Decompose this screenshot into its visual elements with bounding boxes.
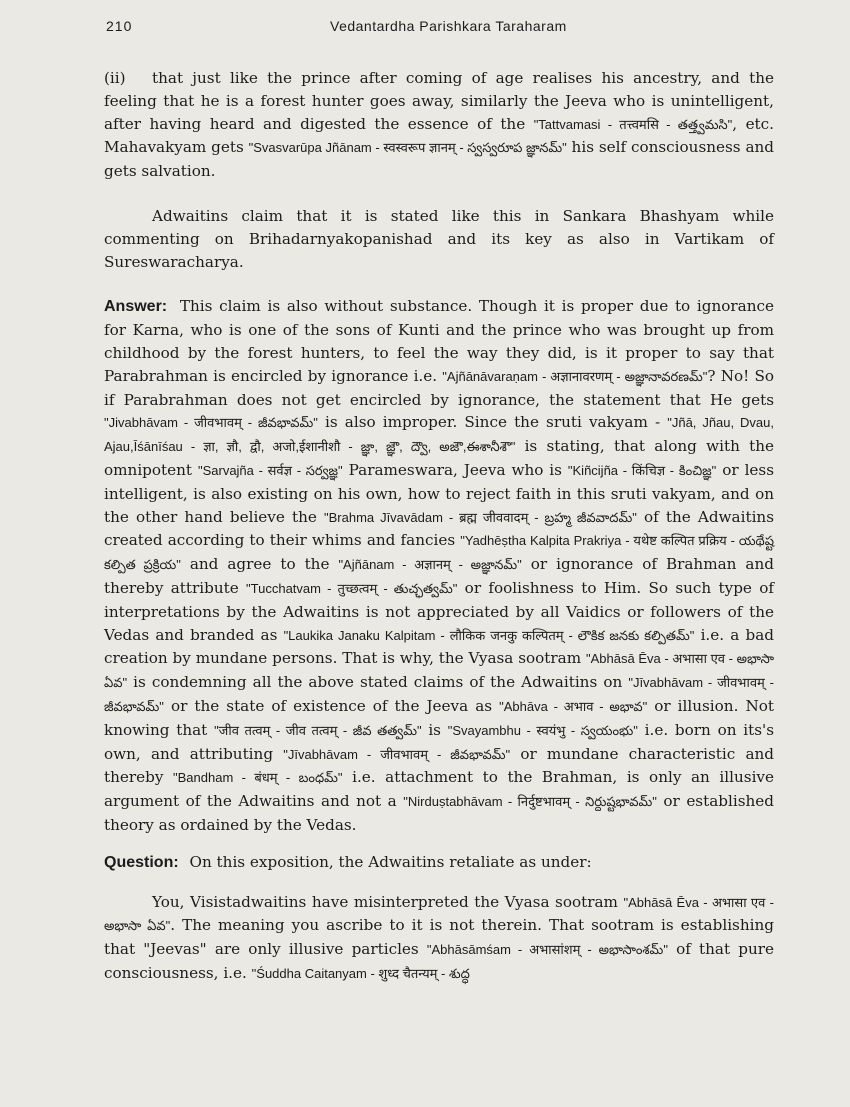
term-quote: "Ajñānāvaraṇam - अज्ञानावरणम् - అజ్ఞానావరణమ్" [442, 368, 708, 384]
term-quote: "Tucchatvam - तुच्छत्वम् - తుచ్ఛత్వమ్" [246, 580, 458, 596]
term-quote: "Yadhēṣtha Kalpita Prakriya - यथेष्ट कल्पित प्रक्रिय - యథేష్ట కల్పిత ప్రక్రియ" [104, 533, 774, 573]
term-quote: "Abhāsā Ēva - अभासा एव - అభాసా ఏవ" [104, 651, 774, 691]
page-body [104, 67, 774, 986]
page-number: 210 [106, 18, 133, 34]
page-header [0, 18, 850, 40]
term-quote: "Abhāsāmśam - अभासांशम् - అభాసాంశమ్" [426, 942, 668, 958]
text-run: or the state of existence of the Jeeva as [163, 696, 500, 715]
text-run: On this exposition, the Adwaitins retaliate as under: [189, 852, 592, 871]
text-run: . The meaning you ascribe to it is not therein. That sootram is establishing that "Jeevas" are only illusive particles [104, 916, 774, 959]
text-run: of the Adwaitins created according to their whims and fancies [104, 507, 774, 550]
term-quote: "Abhāsā Ēva - अभासा एव - అభాసా ఏవ" [104, 894, 774, 934]
paragraph-you [104, 891, 774, 986]
term-quote: "Jīvabhāvam - जीवभावम् - జీవభావమ్" [283, 746, 511, 762]
text-run: This claim is also without substance. Though it is proper due to ignorance for Karna, who is one of the sons of Kunti and the prince who was brought up from childhood by the forest hunters, to feel the way they did, is it proper to say that Parabrahman is encircled by ignorance i.e. [104, 297, 774, 385]
text-run: his self consciousness and gets salvation. [104, 138, 775, 181]
term-quote: "Jīvabhāvam - जीवभावम् - జీవభావమ్" [104, 675, 774, 714]
running-title: Vedantardha Parishkara Taraharam [330, 18, 567, 34]
term-quote: "Śuddha Caitanyam - शुध्द चैतन्यम् - శుద్ధ [251, 965, 470, 981]
question-heading: Question: [104, 853, 179, 871]
term-svasvarupa-jnanam: "Svasvarūpa Jñānam - स्वस्वरूप ज्ञानम् - స్వస్వరూప జ్ఞానమ్" [248, 140, 567, 156]
text-run: Parameswara, Jeeva who is [342, 460, 568, 479]
text-run: or mundane characteristic and thereby [104, 744, 775, 787]
paragraph-question [104, 851, 774, 875]
text-run: or ignorance of Brahman and thereby attribute [104, 555, 774, 597]
term-quote: "Kiñcijña - किंचिज्ञ - కించిజ్ఞ" [567, 462, 717, 478]
text-run: or foolishness to Him. So such type of interpretations by the Adwaitins is not appreciated by all Vaidics or followers of the Vedas and branded as [104, 578, 774, 644]
text-run: i.e. born on its's own, and attributing [104, 720, 774, 763]
text-run: or illusion. Not knowing that [104, 696, 774, 739]
text-run: i.e. attachment to the Brahman, is only an illusive argument of the Adwaitins and not a [104, 768, 774, 811]
paragraph-answer [104, 295, 774, 836]
term-quote: "Nirduṣtabhāvam - निर्दुष्टभावम् - నిర్దుష్టభావమ్" [403, 794, 657, 810]
paragraph-ii [104, 67, 774, 183]
text-run: of that pure consciousness, i.e. [104, 940, 774, 982]
text-run: You, Visistadwaitins have misinterpreted the Vyasa sootram [152, 892, 624, 911]
text-run: , etc. Mahavakyam gets [104, 114, 774, 157]
text-run: and agree to the [180, 555, 339, 574]
text-run: i.e. a bad creation by mundane persons. That is why, the Vyasa sootram [104, 625, 775, 668]
term-quote: "Abhāva - अभाव - అభావ" [499, 698, 648, 714]
text-run: or less intelligent, is also existing on his own, how to reject faith in this sruti vakyam, and on the other hand believe the [104, 460, 775, 526]
term-quote: "Laukika Janaku Kalpitam - लौकिक जनकु कल्पितम् - లౌకిక జనకు కల్పితమ్" [283, 627, 695, 643]
term-quote: "Bandham - बंधम् - బంధమ్" [173, 770, 343, 786]
text-run: is [421, 720, 448, 739]
term-quote: "Jivabhāvam - जीवभावम् - జీవభావమ్" [104, 415, 318, 431]
term-tattvamasi: "Tattvamasi - तत्त्वमसि - తత్త్వమసి" [533, 116, 733, 132]
text-run: that just like the prince after coming of age realises his ancestry, and the feeling that he is a forest hunter goes away, similarly the Jeeva who is unintelligent, after having heard and digested the essence of the [104, 69, 774, 133]
paragraph-adwaitins-claim: Adwaitins claim that it is stated like this in Sankara Bhashyam while commenting on Brihadarnyakopanishad and its key as also in Vartikam of Sureswaracharya. [104, 206, 774, 271]
term-quote: "Brahma Jīvavādam - ब्रह्म जीववादम् - బ్రహ్మ జీవవాదమ్" [324, 509, 637, 525]
text-run: ? No! So if Parabrahman does not get encircled by ignorance, the statement that He gets [104, 366, 774, 409]
text-run: is stating, that along with the omnipotent [104, 437, 774, 479]
term-quote: "Jñā, Jñau, Dvau, Ajau,Īśānīśau - ज्ञा, ज्ञौ, द्वौ, अजो,ईशानीशौ - జ్ఞా, జ్ఞౌ, ద్వౌ, అజౌ,ఈశానీశౌ" [104, 415, 774, 455]
term-quote: "Svayambhu - स्वयंभु - స్వయంభు" [447, 722, 638, 738]
term-quote: "Sarvajña - सर्वज्ञ - సర్వజ్ఞ" [197, 462, 343, 478]
term-quote: "Ajñānam - अज्ञानम् - అజ్ఞానమ్" [338, 557, 522, 573]
text-run: is also improper. Since the sruti vakyam - [317, 413, 668, 432]
list-label: (ii) [104, 69, 126, 87]
term-quote: "जीव तत्वम् - जीव तत्वम् - జీవ తత్వమ్" [214, 722, 422, 738]
answer-heading: Answer: [104, 298, 168, 316]
text-run: is condemning all the above stated claims of the Adwaitins on [127, 673, 629, 692]
text-run: or established theory as ordained by the Vedas. [104, 792, 774, 834]
